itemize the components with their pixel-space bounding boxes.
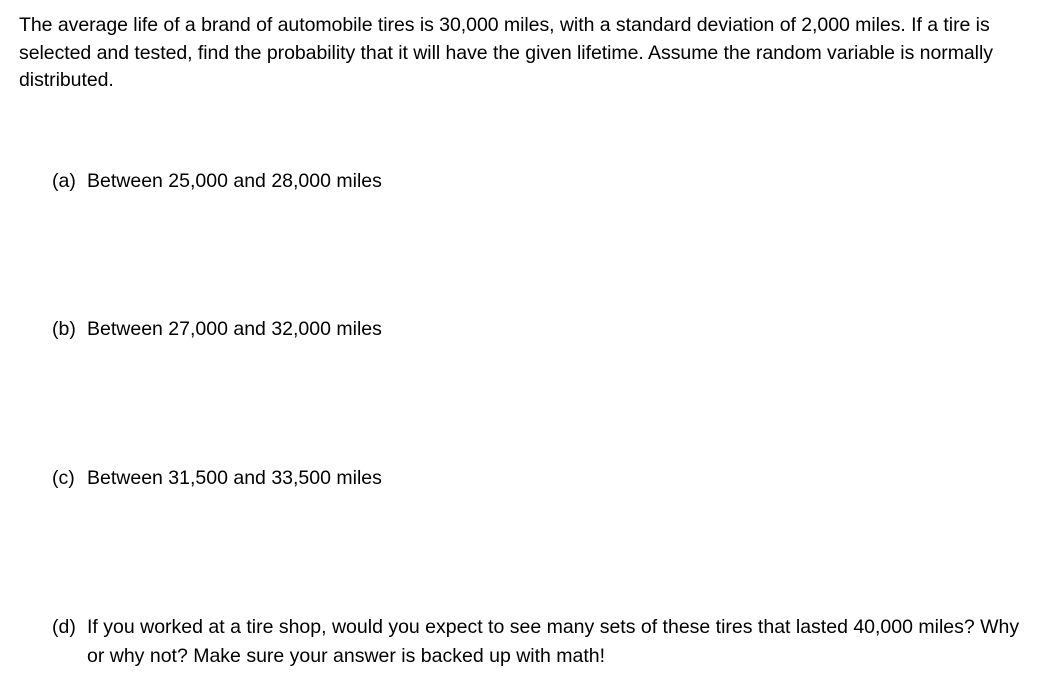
- question-a-label: (a): [52, 170, 76, 192]
- question-b: [52, 315, 1037, 344]
- question-a-text: Between 25,000 and 28,000 miles: [87, 170, 382, 192]
- question-d: [52, 613, 1037, 670]
- question-c-text: Between 31,500 and 33,500 miles: [87, 467, 382, 489]
- question-c-label: (c): [52, 467, 75, 489]
- question-a: [52, 167, 1037, 196]
- question-c: [52, 464, 1037, 493]
- problem-intro: The average life of a brand of automobile tires is 30,000 miles, with a standard deviation of 2,000 miles. If a tire is selected and tested, find the probability that it will have the given lifetime. Assume the random variable is normally distributed.: [19, 14, 993, 91]
- question-b-label: (b): [52, 318, 76, 340]
- question-b-text: Between 27,000 and 32,000 miles: [87, 318, 382, 340]
- question-d-text: If you worked at a tire shop, would you expect to see many sets of these tires that lasted 40,000 miles? Why or why not? Make sure your answer is backed up with math!: [87, 616, 1020, 667]
- question-d-label: (d): [52, 616, 76, 638]
